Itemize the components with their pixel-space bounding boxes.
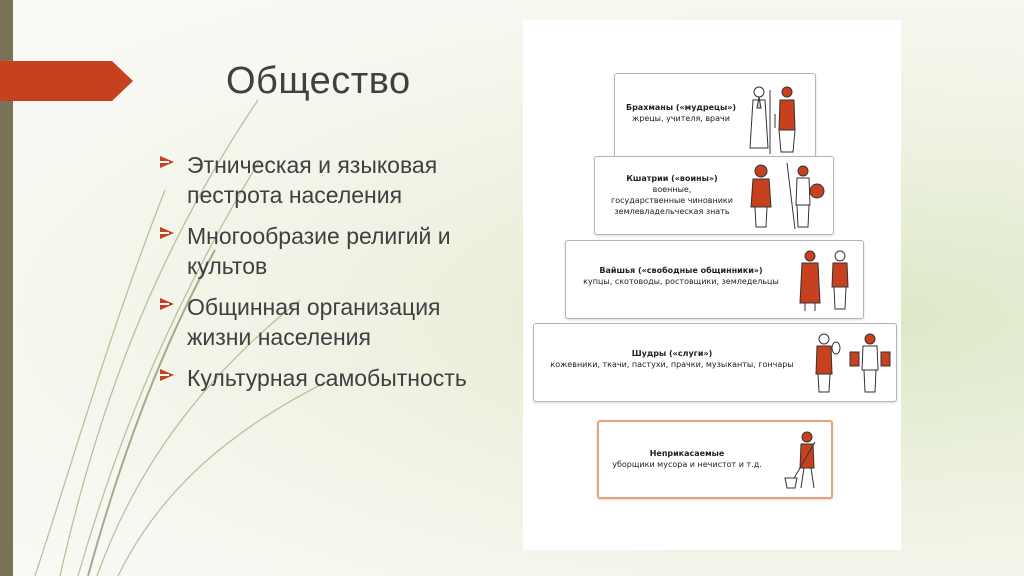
caste-pyramid-image: [523, 20, 901, 550]
bullet-text: Общинная организация жизни населения: [187, 294, 441, 350]
title-accent-arrow: [0, 61, 133, 101]
bullet-item: [160, 292, 510, 352]
caste-desc: кожевники, ткачи, пастухи, прачки, музыканты, гончары: [550, 360, 794, 369]
caste-name: Шудры («слуги»): [631, 349, 713, 358]
caste-desc-line: государственные чиновники: [611, 196, 733, 205]
servant-figures-icon: [810, 330, 892, 396]
caste-box-untouchables: [597, 420, 833, 499]
caste-desc: уборщики мусора и нечистот и т.д.: [612, 460, 762, 469]
caste-box-kshatriya: [594, 156, 834, 235]
arrow-bullet-icon: [160, 156, 174, 168]
caste-name: Брахманы («мудрецы»): [625, 103, 737, 112]
brahmin-figures-icon: [743, 80, 809, 160]
caste-desc-line: землевладельческая знать: [614, 207, 730, 216]
caste-box-brahmins: [614, 73, 816, 167]
slide-title: Общество: [226, 60, 411, 102]
arrow-bullet-icon: [160, 298, 174, 310]
bullet-list: [160, 150, 510, 404]
merchant-figures-icon: [796, 247, 858, 313]
arrow-bullet-icon: [160, 227, 174, 239]
caste-name: Неприкасаемые: [649, 449, 725, 458]
caste-box-shudra: [533, 323, 897, 402]
caste-desc: купцы, скотоводы, ростовщики, земледельцы: [583, 277, 779, 286]
caste-name: Вайшья («свободные общинники»): [599, 266, 763, 275]
caste-desc: жрецы, учителя, врачи: [632, 114, 730, 123]
caste-box-vaishya: [565, 240, 864, 319]
bullet-item: [160, 150, 510, 210]
arrow-bullet-icon: [160, 369, 174, 381]
bullet-item: [160, 363, 510, 393]
warrior-figures-icon: [747, 161, 829, 231]
sweeper-figure-icon: [777, 428, 825, 492]
bullet-text: Этническая и языковая пестрота населения: [187, 152, 438, 208]
bullet-text: Многообразие религий и культов: [187, 223, 451, 279]
caste-desc-line: военные,: [652, 185, 692, 194]
bullet-text: Культурная самобытность: [187, 365, 467, 391]
bullet-item: [160, 221, 510, 281]
caste-name: Кшатрии («воины»): [626, 174, 718, 183]
